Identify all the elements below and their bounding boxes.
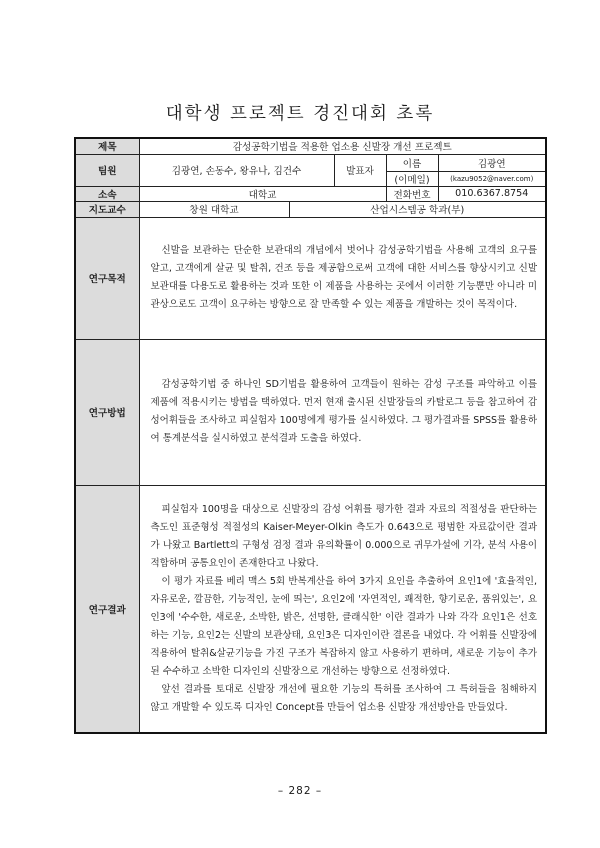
method-paragraph: 감성공학기법 중 하나인 SD기법을 활용하여 고객들이 원하는 감성 구조를 파악하고 이를 제품에 적용시키는 방법을 택하였다. 먼저 현재 출시된 신발장들의 카탈로그 등을 참고하여 감성어휘들을 조사하고 피실험자 100명에게 평가를 실시하였다. 그 평가결과를 SPSS를 활용하여 통계분석을 실시하였고 분석결과 도출을 하였다. bbox=[150, 379, 538, 444]
page-title: 대학생 프로젝트 경진대회 초록 bbox=[165, 104, 435, 124]
result-row bbox=[75, 485, 546, 733]
phone-value: 010.6367.8754 bbox=[438, 186, 546, 201]
method-body bbox=[139, 339, 546, 485]
method-label: 연구방법 bbox=[75, 339, 139, 485]
affiliation-value: 대학교 bbox=[139, 186, 386, 201]
advisor-row bbox=[75, 201, 546, 217]
name-label: 이름 bbox=[386, 154, 438, 171]
phone-label: 전화번호 bbox=[386, 186, 438, 201]
purpose-row bbox=[75, 217, 546, 339]
team-value: 김광연, 손동수, 왕유나, 김건수 bbox=[139, 154, 334, 186]
affiliation-row bbox=[75, 186, 546, 201]
result-paragraph-3: 앞선 결과를 토대로 신발장 개선에 필요한 기능의 특허를 조사하여 그 특허들을 침해하지 않고 개발할 수 있도록 디자인 Concept를 만들어 업소용 신발장 개선방안을 만들었다. bbox=[150, 683, 538, 713]
result-body bbox=[139, 485, 546, 733]
advisor-name: 창원 대학교 bbox=[139, 201, 289, 217]
purpose-label: 연구목적 bbox=[75, 217, 139, 339]
result-paragraph-2: 이 평가 자료를 베리 맥스 5회 반복계산을 하여 3가지 요인을 추출하여 요인1에 '효율적인, 자유로운, 깔끔한, 기능적인, 눈에 띄는', 요인2에 '자연적인, 쾌적한, 향기로운, 품위있는', 요인3에 '수수한, 새로운, 소박한, 밝은, 선명한, 클래식한' 이란 결과가 나와 각각 요인1은 선호하는 기능, 요인2는 신발의 보관상태, 요인3은 디자인이란 결론을 내었다. 각 어휘를 신발장에 적용하여 탈취&살균기능을 가진 구조가 복잡하지 않고 사용하기 편하며, 새로운 기능이 추가된 수수하고 소박한 디자인의 신발장으로 개선하는 방향으로 선정하였다. bbox=[150, 575, 538, 677]
name-value: 김광연 bbox=[438, 154, 546, 171]
title-value: 감성공학기법을 적용한 업소용 신발장 개선 프로젝트 bbox=[139, 138, 546, 154]
method-row bbox=[75, 339, 546, 485]
result-paragraph-1: 피실험자 100명을 대상으로 신발장의 감성 어휘를 평가한 결과 자료의 적절성을 판단하는 측도인 표준형성 적절성의 Kaiser-Meyer-Olkin 측도가 0.643으로 평범한 자료값이란 결과가 나왔고 Bartlett의 구형성 검정 결과 유의확률이 0.000으로 귀무가설에 기각, 분석 사용이 적합하며 공통요인이 존재한다고 나왔다. bbox=[150, 503, 538, 569]
email-value: (kazu9052@naver.com) bbox=[438, 171, 546, 186]
page-number: – 282 – bbox=[277, 785, 323, 797]
advisor-label: 지도교수 bbox=[75, 201, 139, 217]
advisor-dept: 산업시스템공 학과(부) bbox=[289, 201, 546, 217]
team-label: 팀원 bbox=[75, 154, 139, 186]
purpose-paragraph: 신발을 보관하는 단순한 보관대의 개념에서 벗어나 감성공학기법을 사용해 고객의 요구를 알고, 고객에게 살균 및 탈취, 건조 등을 제공함으로써 고객에 대한 서비스를 향상시키고 신발보관대를 다용도로 활용하는 것과 또한 이 제품을 사용하는 곳에서 이러한 기능뿐만 아니라 미관상으로도 고객이 요구하는 방향으로 잘 만족할 수 있는 제품을 개발하는 것이 목적이다. bbox=[150, 245, 538, 310]
email-label: (이메일) bbox=[386, 171, 438, 186]
team-row bbox=[75, 154, 546, 171]
presenter-label: 발표자 bbox=[334, 154, 386, 186]
affiliation-label: 소속 bbox=[75, 186, 139, 201]
purpose-body bbox=[139, 217, 546, 339]
result-label: 연구결과 bbox=[75, 485, 139, 733]
abstract-table bbox=[74, 137, 547, 734]
title-label: 제목 bbox=[75, 138, 139, 154]
title-row bbox=[75, 138, 546, 154]
